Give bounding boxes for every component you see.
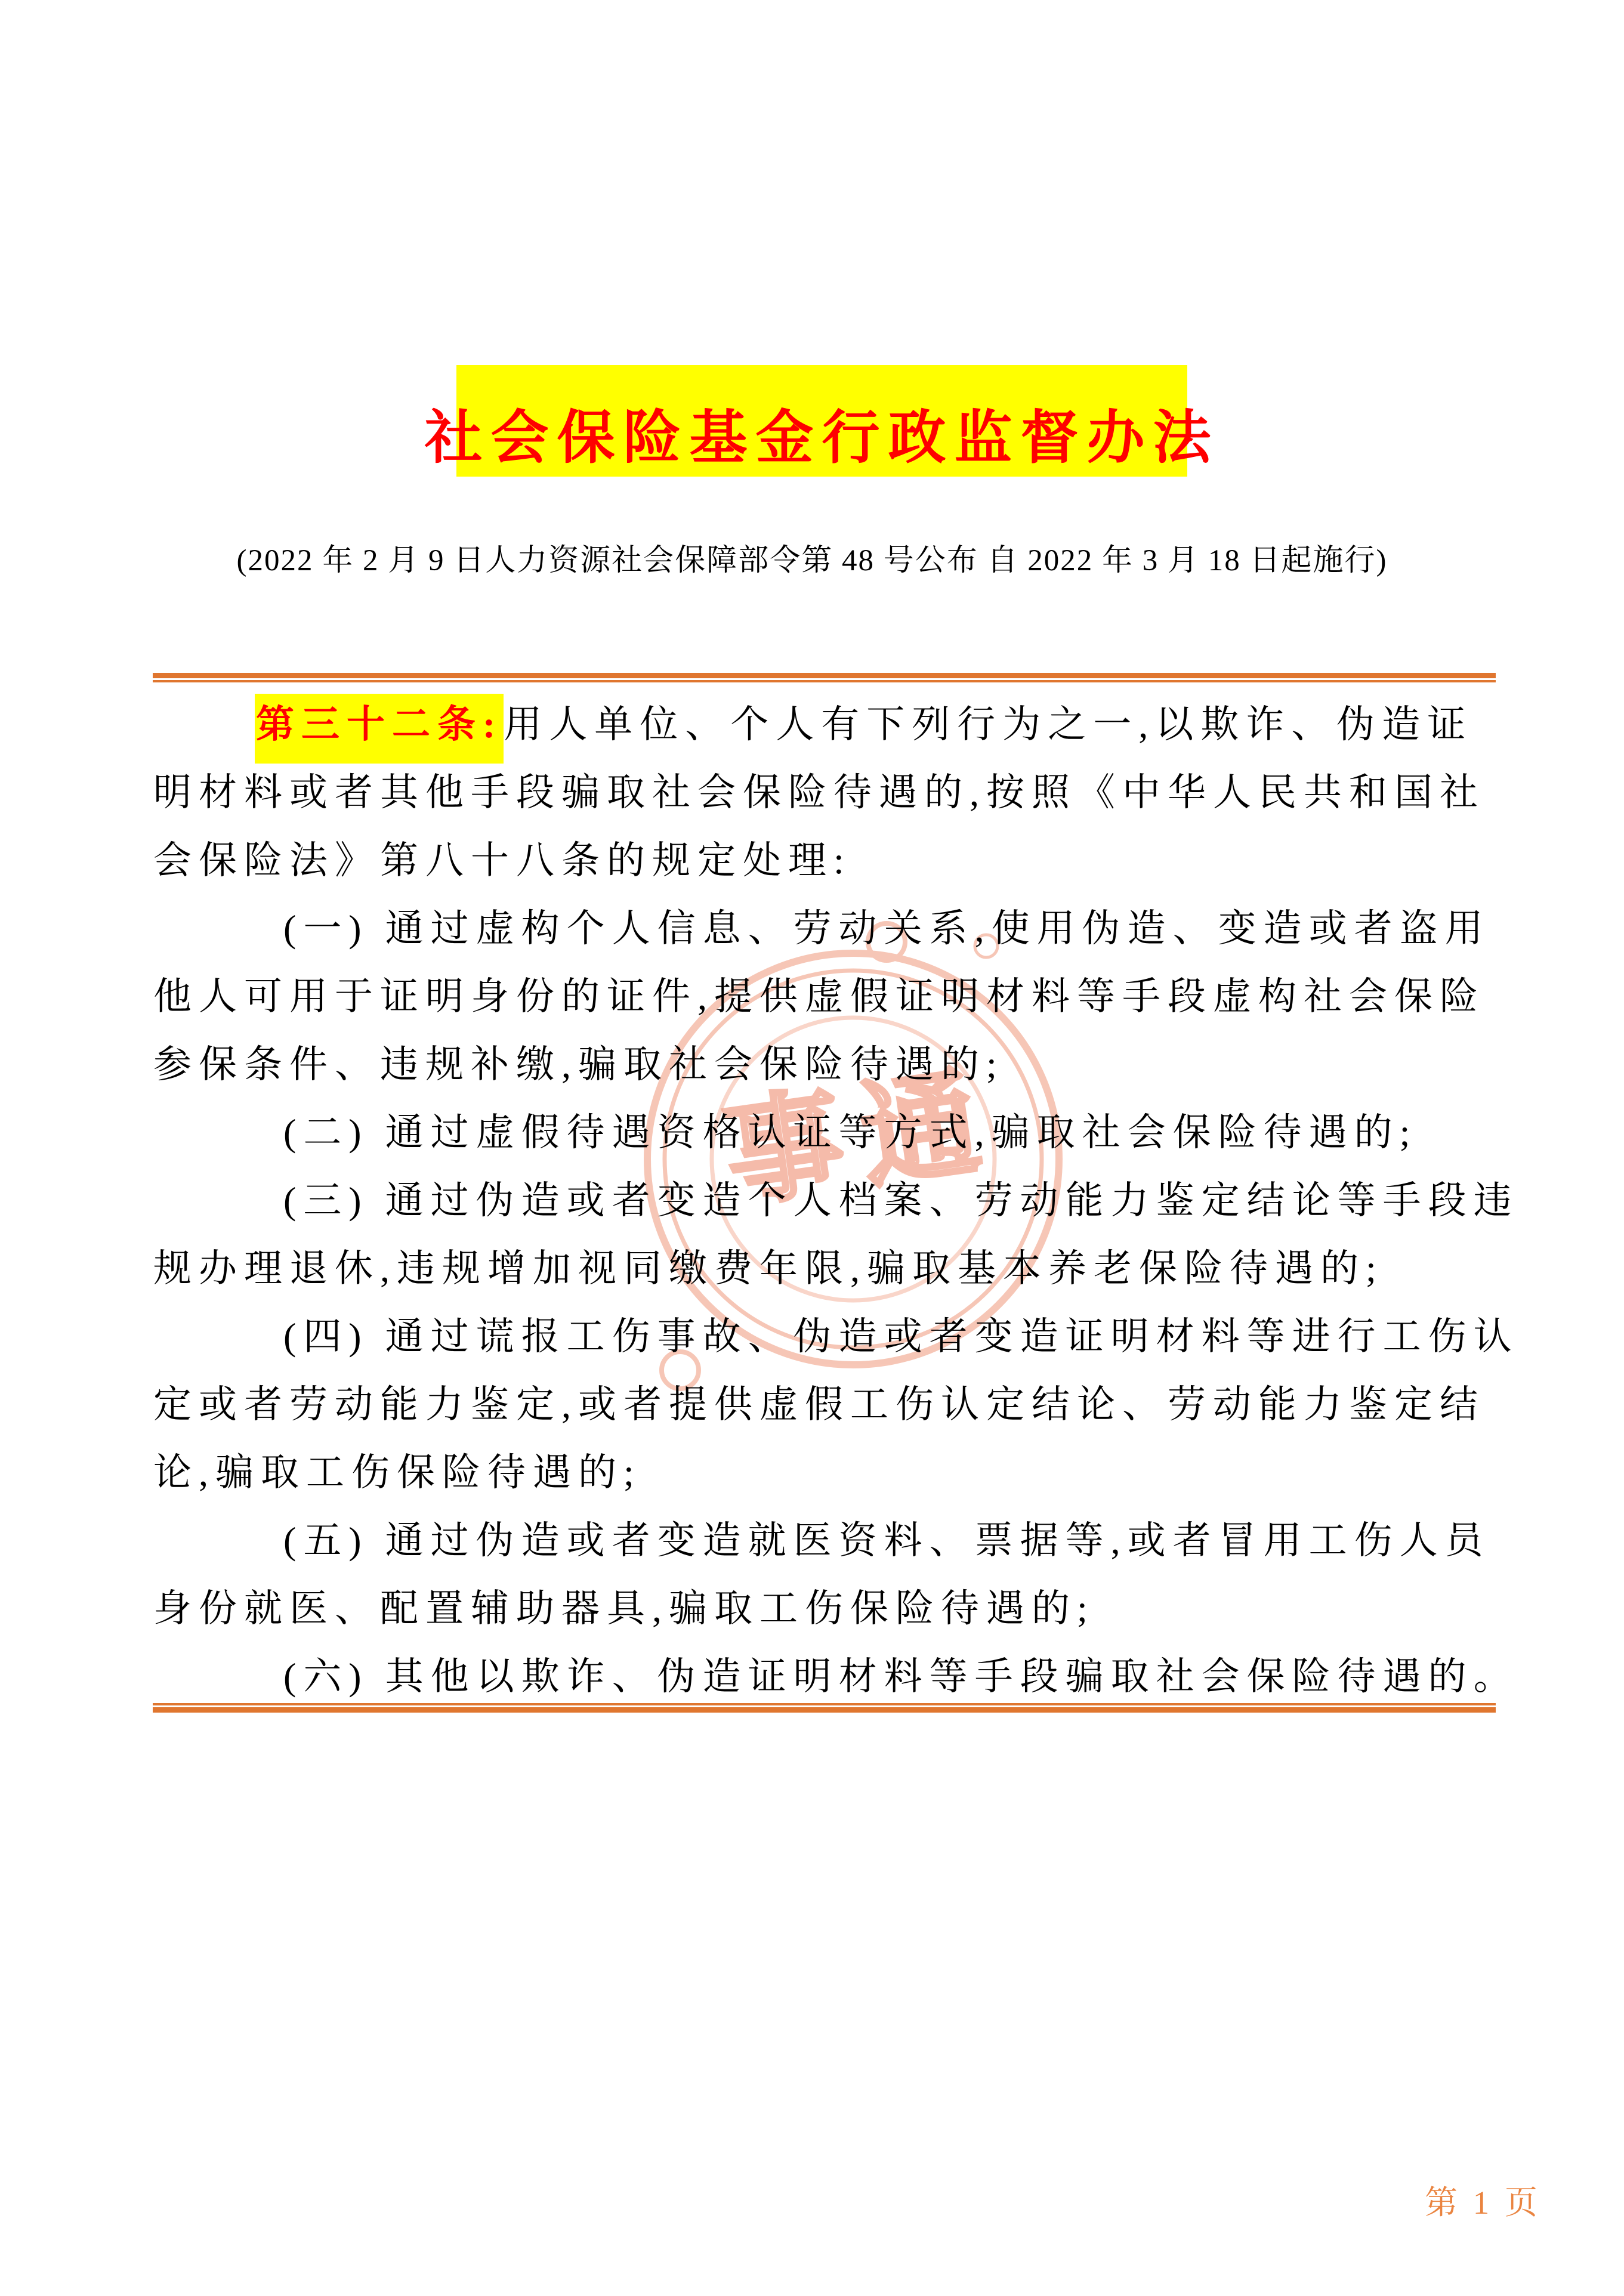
article-line: (六) 其他以欺诈、伪造证明材料等手段骗取社会保险待遇的。 [283, 1655, 1519, 1698]
article-line: (五) 通过伪造或者变造就医资料、票据等,或者冒用工伤人员 [283, 1519, 1490, 1562]
divider-thick-bar [153, 673, 1496, 678]
seal-watermark-text: 事通 [718, 1056, 1007, 1222]
article-line: 规办理退休,违规增加视同缴费年限,骗取基本养老保险待遇的; [153, 1247, 1384, 1290]
article-term-highlight: 第三十二条: [255, 694, 504, 764]
article-line: 参保条件、违规补缴,骗取社会保险待遇的; [153, 1043, 1004, 1086]
article-line: 会保险法》第八十八条的规定处理: [153, 839, 851, 882]
article-line: 第三十二条:用人单位、个人有下列行为之一,以欺诈、伪造证 [153, 691, 1526, 759]
article-line: (二) 通过虚假待遇资格认证等方式,骗取社会保险待遇的; [283, 1111, 1418, 1154]
article-line: 定或者劳动能力鉴定,或者提供虚假工伤认定结论、劳动能力鉴定结 [153, 1383, 1485, 1426]
article-line: (三) 通过伪造或者变造个人档案、劳动能力鉴定结论等手段违 [283, 1179, 1519, 1222]
article-body [153, 691, 1526, 1711]
divider-thin-bar [153, 680, 1496, 682]
article-line: 身份就医、配置辅助器具,骗取工伤保险待遇的; [153, 1587, 1095, 1630]
article-line: 论,骗取工伤保险待遇的; [153, 1451, 641, 1494]
article-line: (一) 通过虚构个人信息、劳动关系,使用伪造、变造或者盗用 [283, 907, 1490, 950]
article-line: 明材料或者其他手段骗取社会保险待遇的,按照《中华人民共和国社 [153, 771, 1485, 814]
article-line: 他人可用于证明身份的证件,提供虚假证明材料等手段虚构社会保险 [153, 975, 1485, 1018]
decree-subtitle: (2022 年 2 月 9 日人力资源社会保障部令第 48 号公布 自 2022 年 3 月 18 日起施行) [236, 544, 1388, 577]
title-highlight [424, 365, 1219, 477]
article-line: (四) 通过谎报工伤事故、伪造或者变造证明材料等进行工伤认 [283, 1315, 1519, 1358]
page-title: 社会保险基金行政监督办法 [424, 406, 1219, 470]
top-divider [153, 673, 1496, 682]
page-number: 第 1 页 [1425, 2184, 1542, 2221]
